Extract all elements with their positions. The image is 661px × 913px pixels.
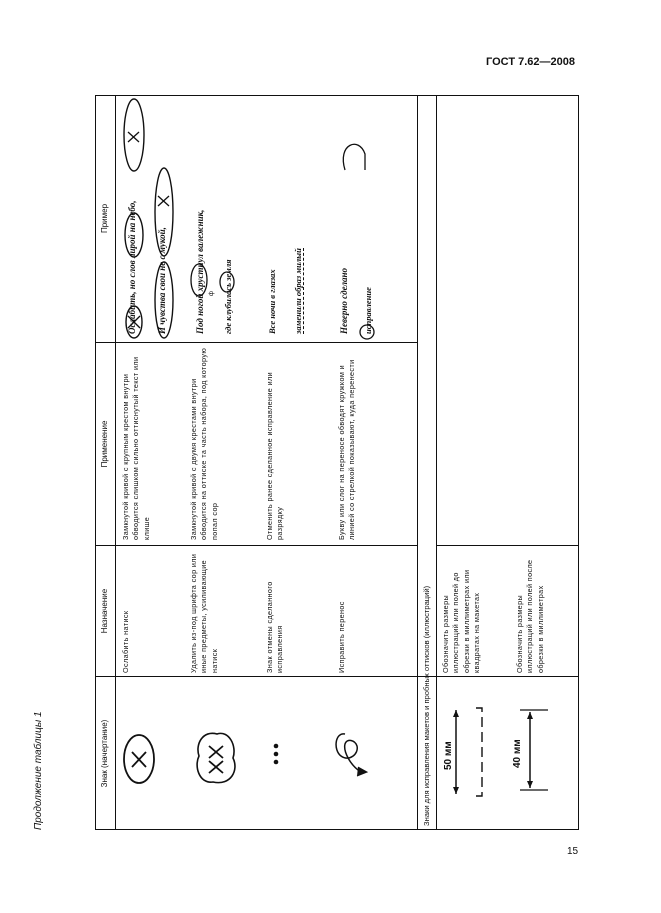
row2-purpose: Удалить из-под шрифта сор или иные предметы, усиливающие натиск (189, 553, 219, 673)
table-border-top (95, 95, 96, 830)
row3-example-line1: Все ночи в глазах (267, 269, 277, 334)
table-border-left (95, 829, 579, 830)
row3-example-line2: заменили образ милый (293, 248, 303, 334)
row4-usage: Букву или слог на переносе обводят кружком и линией со стрелкой показывают, куда перенести (337, 359, 357, 540)
col-divider-3 (95, 342, 417, 343)
row1-example-line2: И чувства свои не с мукой, (157, 227, 167, 334)
row3-purpose: Знак отмены сделанного исправления (265, 581, 285, 673)
example-ovals-illustration (115, 95, 185, 340)
row1-example-line1: Ослабить, но слов лирой на небо, (127, 200, 137, 334)
standard-number: ГОСТ 7.62—2008 (486, 56, 575, 68)
row2-usage: Замкнутой кривой с двумя крестами внутри обводится на оттиске та часть набора, под которую попал сор (189, 347, 219, 540)
section-separator-2 (436, 95, 437, 830)
row4-example-line1: Неверно сделано (339, 268, 349, 334)
col-divider-2 (95, 545, 417, 546)
col-divider-2b (436, 545, 579, 546)
three-dots-icon (269, 742, 283, 766)
loop-arrow-icon (331, 726, 375, 780)
row4-example-line2: исправление (363, 287, 373, 334)
header-example: Пример (100, 203, 109, 234)
header-sign: Знак (начертание) (100, 719, 109, 788)
dimension-40mm-label: 40 мм (512, 739, 523, 768)
section-row2-purpose: Обозначить размеры иллюстраций или полей после обрезки в миллиметрах (515, 559, 545, 673)
table-caption: Продолжение таблицы 1 (33, 711, 44, 830)
oval-cross-icon (119, 728, 159, 790)
header-usage: Применение (100, 420, 109, 468)
dimension-50mm-label: 50 мм (443, 741, 454, 770)
row3-usage: Отменить ранее сделанное исправление или разрядку (265, 371, 285, 540)
col-divider-1 (95, 676, 579, 677)
svg-text:ф: ф (209, 291, 215, 296)
page-number: 15 (567, 846, 579, 857)
table-border-bottom (578, 95, 579, 830)
section-row1-purpose: Обозначить размеры иллюстраций или полей до обрезки в миллиметрах или квадратах на макетах (441, 569, 482, 673)
row2-example-line2: где клубилась земля (223, 259, 233, 334)
table-1-rotated (33, 95, 579, 830)
row1-usage: Замкнутой кривой с крупным крестом внутри обводится слишком сильно оттиснутый текст или клише (121, 356, 151, 540)
row1-purpose: Ослабить натиск (121, 610, 130, 673)
row2-example-line1: Под ногой хрустнул валежник, (195, 209, 205, 334)
header-purpose: Назначение (100, 588, 109, 634)
blob-double-cross-icon (191, 724, 241, 792)
row4-purpose: Исправить перенос (337, 601, 346, 673)
section-separator-1 (417, 95, 418, 830)
section-title: Знаки для исправления макетов и пробных оттисков (иллюстраций) (422, 585, 431, 826)
